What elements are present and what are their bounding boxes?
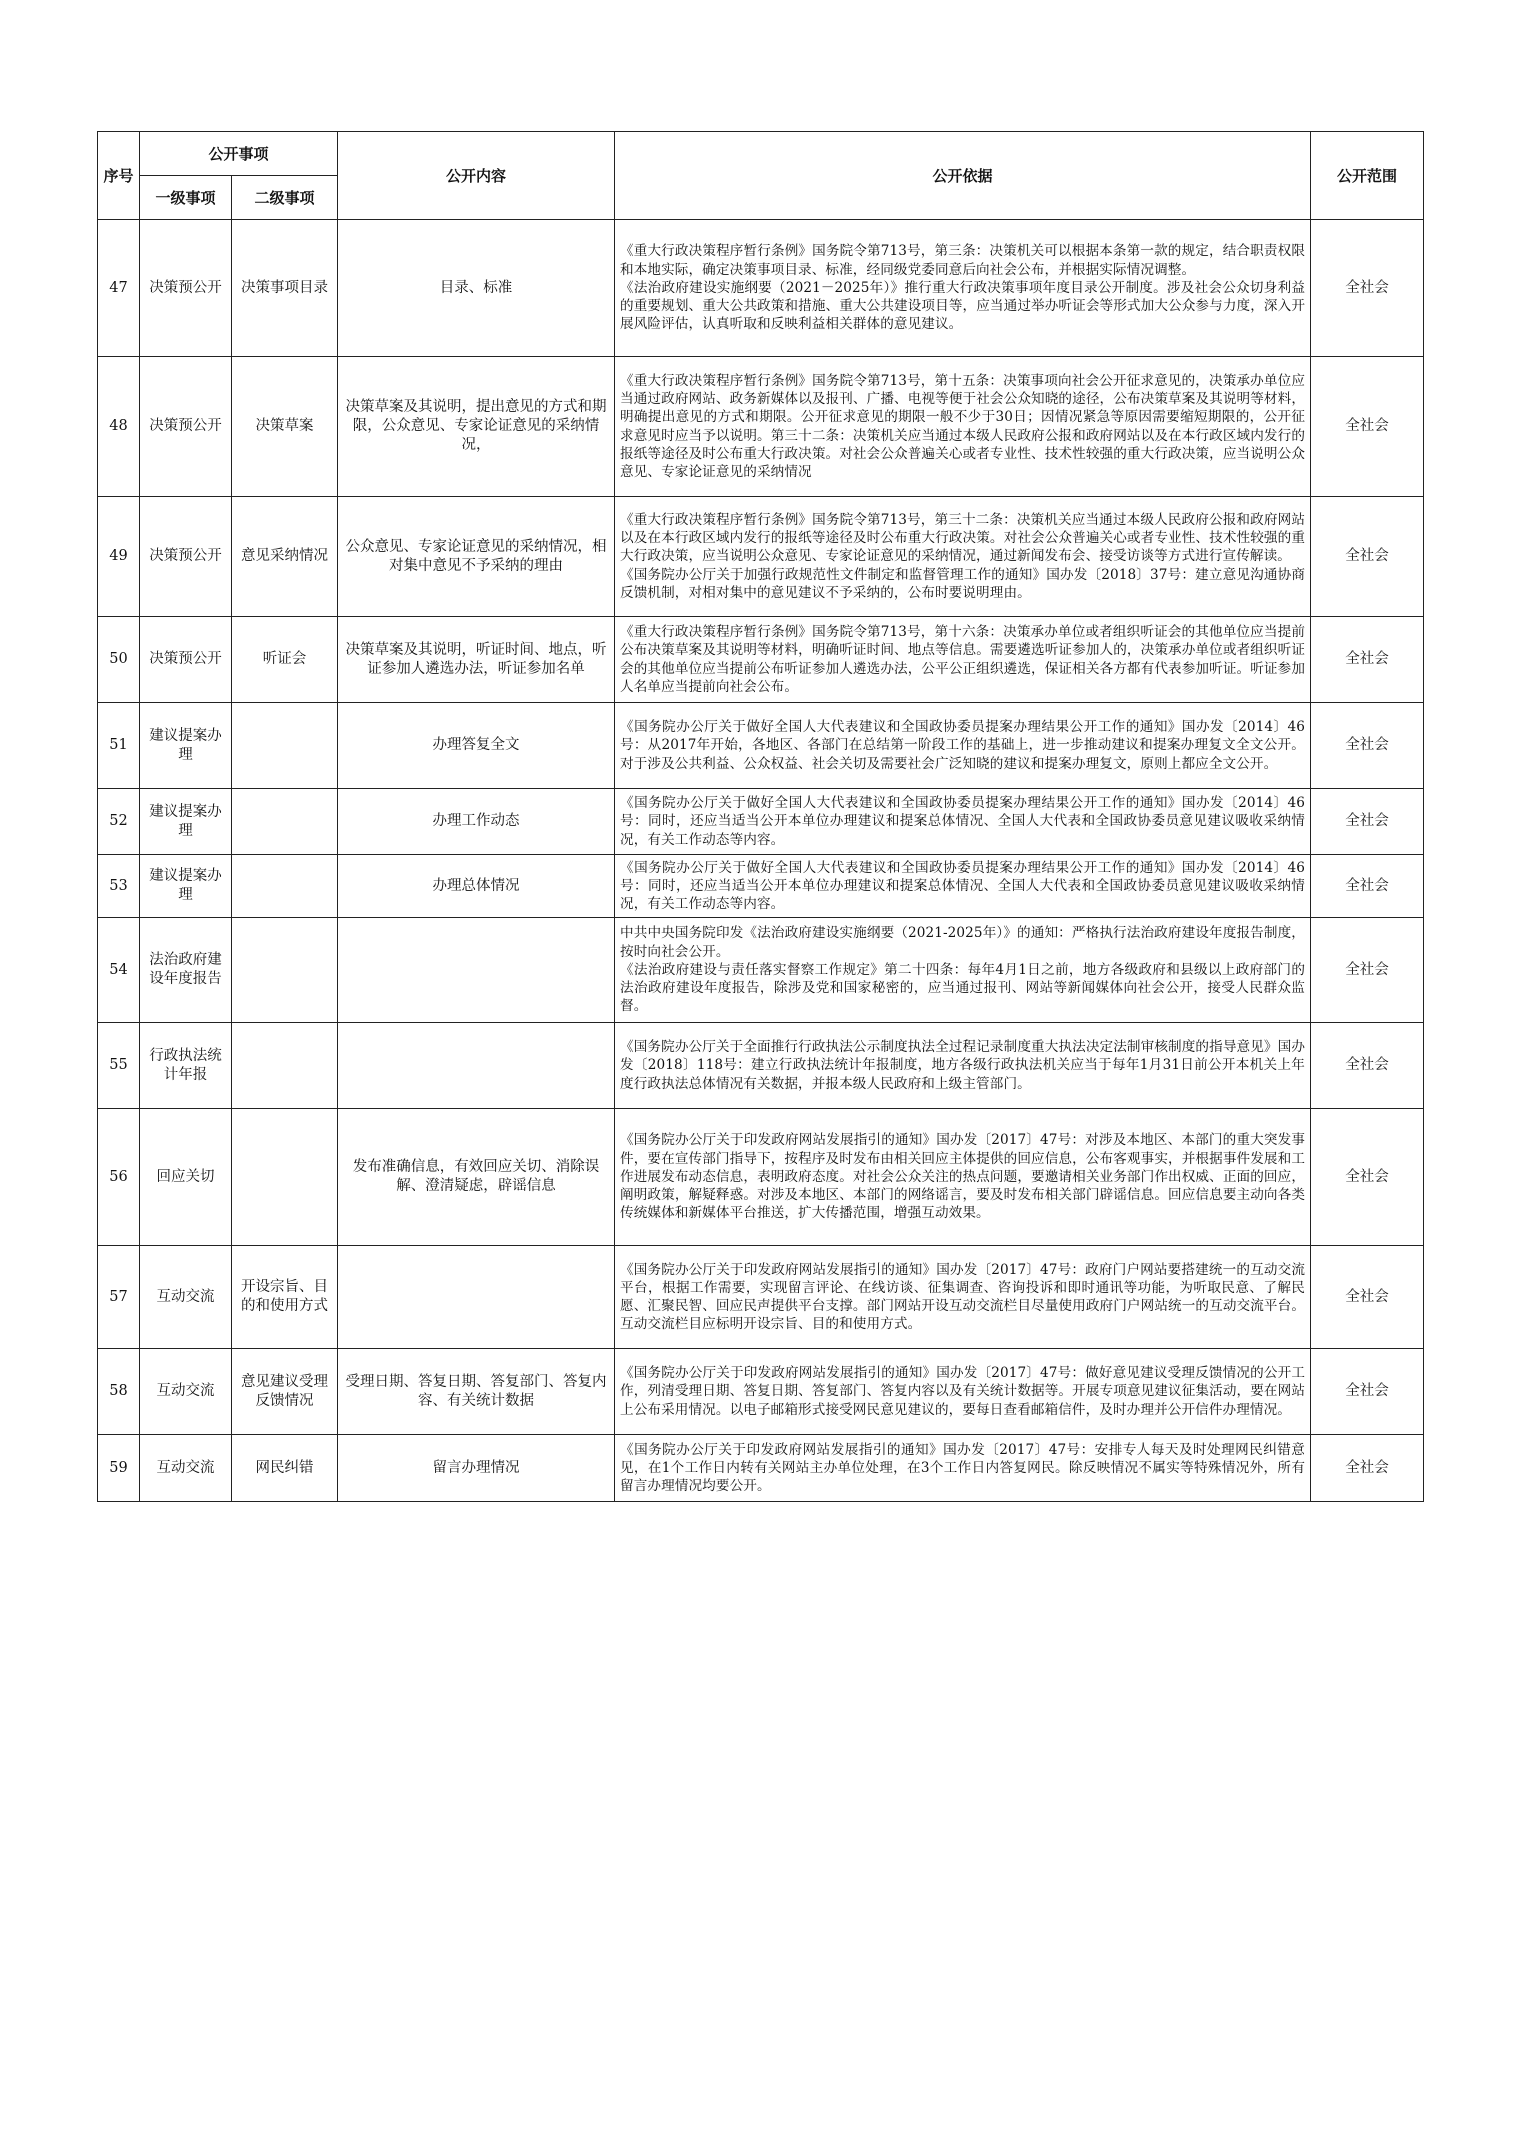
disclosure-scope: 全社会 — [1311, 918, 1424, 1023]
disclosure-basis — [615, 789, 1311, 855]
basis-paragraph: 《重大行政决策程序暂行条例》国务院令第713号，第十五条：决策事项向社会公开征求意见的，决策承办单位应当通过政府网站、政务新媒体以及报刊、广播、电视等便于社会公众知晓的途径，公布决策草案及其说明等材料，明确提出意见的方式和期限。公开征求意见的期限一般不少于30日；因情况紧急等原因需要缩短期限的，公开征求意见时应当予以说明。第三十二条：决策机关应当通过本级人民政府公报和政府网站以及在本行政区域内发行的报纸等途径及时公布重大行政决策。对社会公众普遍关心或者专业性、技术性较强的重大行政决策，应当说明公众意见、专家论证意见的采纳情况 — [620, 372, 1306, 480]
row-number: 54 — [98, 918, 140, 1023]
level2-item: 决策事项目录 — [232, 220, 338, 357]
disclosure-basis — [615, 220, 1311, 357]
disclosure-content: 目录、标准 — [338, 220, 615, 357]
table-row — [98, 357, 1424, 497]
level2-item: 意见采纳情况 — [232, 497, 338, 617]
level1-item: 互动交流 — [140, 1435, 232, 1502]
table-row — [98, 1349, 1424, 1435]
disclosure-content: 受理日期、答复日期、答复部门、答复内容、有关统计数据 — [338, 1349, 615, 1435]
basis-paragraph: 《国务院办公厅关于做好全国人大代表建议和全国政协委员提案办理结果公开工作的通知》国办发〔2014〕46号：同时，还应当适当公开本单位办理建议和提案总体情况、全国人大代表和全国政协委员意见建议吸收采纳情况，有关工作动态等内容。 — [620, 795, 1306, 848]
basis-paragraph: 《重大行政决策程序暂行条例》国务院令第713号，第十六条：决策承办单位或者组织听证会的其他单位应当提前公布决策草案及其说明等材料，明确听证时间、地点等信息。需要遴选听证参加人的，决策承办单位或者组织听证会的其他单位应当提前公布听证参加人遴选办法，公平公正组织遴选，保证相关各方都有代表参加听证。听证参加人名单应当提前向社会公布。 — [620, 624, 1306, 695]
level2-item: 开设宗旨、目的和使用方式 — [232, 1246, 338, 1349]
disclosure-scope: 全社会 — [1311, 1023, 1424, 1109]
disclosure-scope: 全社会 — [1311, 855, 1424, 918]
table-body — [98, 220, 1424, 1502]
table-row — [98, 617, 1424, 703]
basis-paragraph: 《国务院办公厅关于印发政府网站发展指引的通知》国办发〔2017〕47号：做好意见建议受理反馈情况的公开工作，列清受理日期、答复日期、答复部门、答复内容以及有关统计数据等。开展专项意见建议征集活动，要在网站上公布采用情况。以电子邮箱形式接受网民意见建议的，要每日查看邮箱信件，及时办理并公开信件办理情况。 — [620, 1365, 1306, 1418]
disclosure-content — [338, 918, 615, 1023]
disclosure-table — [97, 131, 1424, 1502]
disclosure-basis — [615, 855, 1311, 918]
disclosure-content: 留言办理情况 — [338, 1435, 615, 1502]
disclosure-scope: 全社会 — [1311, 617, 1424, 703]
disclosure-content: 发布准确信息，有效回应关切、消除误解、澄清疑虑，辟谣信息 — [338, 1109, 615, 1246]
basis-paragraph: 《国务院办公厅关于做好全国人大代表建议和全国政协委员提案办理结果公开工作的通知》国办发〔2014〕46号：同时，还应当适当公开本单位办理建议和提案总体情况、全国人大代表和全国政协委员意见建议吸收采纳情况，有关工作动态等内容。 — [620, 859, 1306, 913]
row-number: 59 — [98, 1435, 140, 1502]
disclosure-basis — [615, 1023, 1311, 1109]
header-level2: 二级事项 — [232, 176, 338, 220]
level2-item — [232, 855, 338, 918]
table-row — [98, 1109, 1424, 1246]
row-number: 57 — [98, 1246, 140, 1349]
header-public-items: 公开事项 — [140, 132, 338, 176]
disclosure-scope: 全社会 — [1311, 1435, 1424, 1502]
row-number: 48 — [98, 357, 140, 497]
row-number: 52 — [98, 789, 140, 855]
disclosure-scope: 全社会 — [1311, 789, 1424, 855]
level2-item — [232, 1023, 338, 1109]
row-number: 51 — [98, 703, 140, 789]
level2-item: 决策草案 — [232, 357, 338, 497]
table-row — [98, 220, 1424, 357]
basis-paragraph: 中共中央国务院印发《法治政府建设实施纲要（2021-2025年）》的通知：严格执行法治政府建设年度报告制度，按时向社会公开。 — [620, 925, 1306, 960]
level1-item: 决策预公开 — [140, 497, 232, 617]
table-row — [98, 918, 1424, 1023]
header-level1: 一级事项 — [140, 176, 232, 220]
level2-item — [232, 789, 338, 855]
level2-item: 听证会 — [232, 617, 338, 703]
disclosure-content: 公众意见、专家论证意见的采纳情况，相对集中意见不予采纳的理由 — [338, 497, 615, 617]
disclosure-scope: 全社会 — [1311, 1349, 1424, 1435]
disclosure-content: 办理工作动态 — [338, 789, 615, 855]
disclosure-scope: 全社会 — [1311, 703, 1424, 789]
basis-paragraph: 《重大行政决策程序暂行条例》国务院令第713号，第三十二条：决策机关应当通过本级人民政府公报和政府网站以及在本行政区域内发行的报纸等途径及时公布重大行政决策。对社会公众普遍关心或者专业性、技术性较强的重大行政决策，应当说明公众意见、专家论证意见的采纳情况，通过新闻发布会、接受访谈等方式进行宣传解读。 — [620, 511, 1306, 565]
disclosure-scope: 全社会 — [1311, 497, 1424, 617]
level2-item — [232, 918, 338, 1023]
disclosure-basis — [615, 1246, 1311, 1349]
table-row — [98, 789, 1424, 855]
disclosure-basis — [615, 617, 1311, 703]
level2-item: 意见建议受理反馈情况 — [232, 1349, 338, 1435]
level1-item: 互动交流 — [140, 1349, 232, 1435]
basis-paragraph: 《国务院办公厅关于加强行政规范性文件制定和监督管理工作的通知》国办发〔2018〕37号：建立意见沟通协商反馈机制，对相对集中的意见建议不予采纳的，公布时要说明理由。 — [620, 566, 1306, 601]
disclosure-content — [338, 1246, 615, 1349]
level1-item: 回应关切 — [140, 1109, 232, 1246]
header-scope: 公开范围 — [1311, 132, 1424, 220]
table-row — [98, 1023, 1424, 1109]
basis-paragraph: 《国务院办公厅关于印发政府网站发展指引的通知》国办发〔2017〕47号：安排专人每天及时处理网民纠错意见，在1个工作日内转有关网站主办单位处理，在3个工作日内答复网民。除反映情况不属实等特殊情况外，所有留言办理情况均要公开。 — [620, 1441, 1306, 1495]
basis-paragraph: 《国务院办公厅关于全面推行行政执法公示制度执法全过程记录制度重大执法决定法制审核制度的指导意见》国办发〔2018〕118号：建立行政执法统计年报制度，地方各级行政执法机关应当于每年1月31日前公开本机关上年度行政执法总体情况有关数据，并报本级人民政府和上级主管部门。 — [620, 1039, 1306, 1092]
level1-item: 互动交流 — [140, 1246, 232, 1349]
level1-item: 决策预公开 — [140, 617, 232, 703]
basis-paragraph: 《国务院办公厅关于印发政府网站发展指引的通知》国办发〔2017〕47号：政府门户网站要搭建统一的互动交流平台，根据工作需要，实现留言评论、在线访谈、征集调查、咨询投诉和即时通讯等功能，为听取民意、了解民愿、汇聚民智、回应民声提供平台支撑。部门网站开设互动交流栏目尽量使用政府门户网站统一的互动交流平台。互动交流栏目应标明开设宗旨、目的和使用方式。 — [620, 1261, 1306, 1333]
level1-item: 法治政府建设年度报告 — [140, 918, 232, 1023]
disclosure-scope: 全社会 — [1311, 220, 1424, 357]
disclosure-content: 办理总体情况 — [338, 855, 615, 918]
basis-paragraph: 《国务院办公厅关于印发政府网站发展指引的通知》国办发〔2017〕47号：对涉及本地区、本部门的重大突发事件，要在宣传部门指导下，按程序及时发布由相关回应主体提供的回应信息，公布客观事实，并根据事件发展和工作进展发布动态信息，表明政府态度。对社会公众关注的热点问题，要邀请相关业务部门作出权威、正面的回应，阐明政策，解疑释惑。对涉及本地区、本部门的网络谣言，要及时发布相关部门辟谣信息。回应信息要主动向各类传统媒体和新媒体平台推送，扩大传播范围，增强互动效果。 — [620, 1132, 1306, 1222]
basis-paragraph: 《重大行政决策程序暂行条例》国务院令第713号，第三条：决策机关可以根据本条第一款的规定，结合职责权限和本地实际，确定决策事项目录、标准，经同级党委同意后向社会公布，并根据实际情况调整。 — [620, 243, 1306, 278]
row-number: 56 — [98, 1109, 140, 1246]
level1-item: 决策预公开 — [140, 357, 232, 497]
basis-paragraph: 《国务院办公厅关于做好全国人大代表建议和全国政协委员提案办理结果公开工作的通知》国办发〔2014〕46号：从2017年开始，各地区、各部门在总结第一阶段工作的基础上，进一步推动建议和提案办理复文全文公开。对于涉及公共利益、公众权益、社会关切及需要社会广泛知晓的建议和提案办理复文，原则上都应全文公开。 — [620, 719, 1306, 772]
table-row — [98, 703, 1424, 789]
header-content: 公开内容 — [338, 132, 615, 220]
table-row — [98, 855, 1424, 918]
header-basis: 公开依据 — [615, 132, 1311, 220]
level1-item: 决策预公开 — [140, 220, 232, 357]
disclosure-scope: 全社会 — [1311, 357, 1424, 497]
disclosure-basis — [615, 497, 1311, 617]
level1-item: 建议提案办理 — [140, 855, 232, 918]
disclosure-content — [338, 1023, 615, 1109]
disclosure-content: 办理答复全文 — [338, 703, 615, 789]
row-number: 49 — [98, 497, 140, 617]
disclosure-basis — [615, 357, 1311, 497]
row-number: 58 — [98, 1349, 140, 1435]
table-row — [98, 1246, 1424, 1349]
level2-item — [232, 1109, 338, 1246]
disclosure-content: 决策草案及其说明，提出意见的方式和期限，公众意见、专家论证意见的采纳情况， — [338, 357, 615, 497]
table-row — [98, 1435, 1424, 1502]
level2-item: 网民纠错 — [232, 1435, 338, 1502]
level1-item: 建议提案办理 — [140, 789, 232, 855]
level1-item: 行政执法统计年报 — [140, 1023, 232, 1109]
table-row — [98, 497, 1424, 617]
disclosure-content: 决策草案及其说明，听证时间、地点，听证参加人遴选办法，听证参加名单 — [338, 617, 615, 703]
disclosure-basis — [615, 1109, 1311, 1246]
row-number: 53 — [98, 855, 140, 918]
header-number: 序号 — [98, 132, 140, 220]
disclosure-scope: 全社会 — [1311, 1246, 1424, 1349]
row-number: 55 — [98, 1023, 140, 1109]
disclosure-basis — [615, 703, 1311, 789]
basis-paragraph: 《法治政府建设实施纲要（2021－2025年）》推行重大行政决策事项年度目录公开制度。涉及社会公众切身利益的重要规划、重大公共政策和措施、重大公共建设项目等，应当通过举办听证会等形式加大公众参与力度，深入开展风险评估，认真听取和反映利益相关群体的意见建议。 — [620, 279, 1306, 333]
row-number: 50 — [98, 617, 140, 703]
disclosure-scope: 全社会 — [1311, 1109, 1424, 1246]
basis-paragraph: 《法治政府建设与责任落实督察工作规定》第二十四条：每年4月1日之前，地方各级政府和县级以上政府部门的法治政府建设年度报告，除涉及党和国家秘密的，应当通过报刊、网站等新闻媒体向社会公开，接受人民群众监督。 — [620, 961, 1306, 1015]
level1-item: 建议提案办理 — [140, 703, 232, 789]
disclosure-basis — [615, 918, 1311, 1023]
row-number: 47 — [98, 220, 140, 357]
level2-item — [232, 703, 338, 789]
disclosure-basis — [615, 1349, 1311, 1435]
disclosure-basis — [615, 1435, 1311, 1502]
